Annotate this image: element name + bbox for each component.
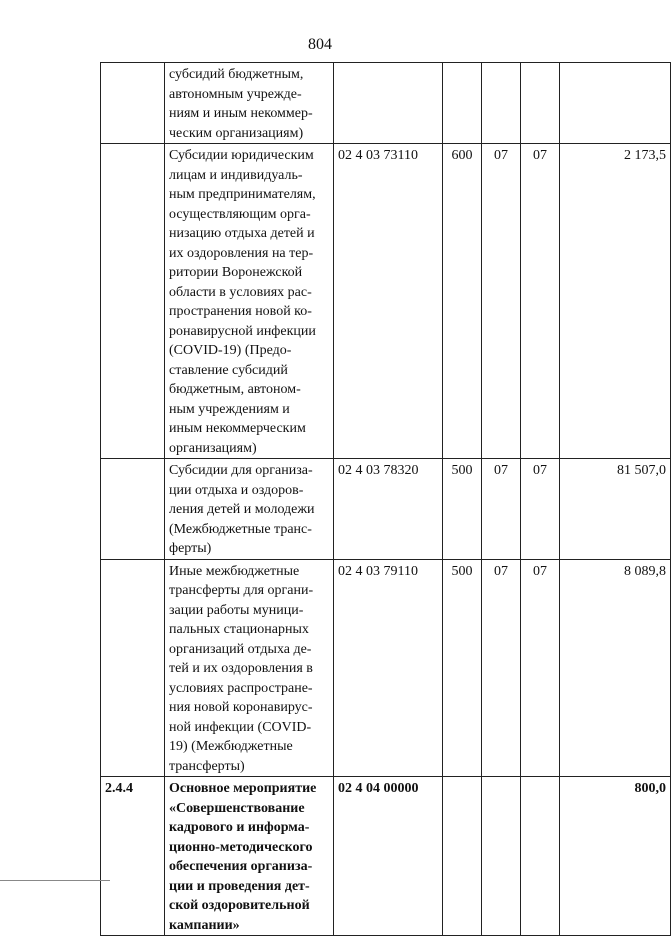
table-row (101, 777, 671, 936)
row-subsection: 07 (521, 559, 560, 777)
row-name (165, 777, 334, 936)
row-name-line: Субсидии для организа- (169, 463, 313, 478)
row-name-line: иным некоммерческим (169, 421, 306, 436)
row-expense-type (443, 63, 482, 144)
row-target-code: 02 4 03 73110 (334, 144, 443, 459)
row-name-line: субсидий бюджетным, (169, 67, 304, 82)
row-subsection: 07 (521, 144, 560, 459)
row-subsection: 07 (521, 459, 560, 560)
row-name (165, 63, 334, 144)
row-name-line: обеспечения организа- (169, 859, 313, 874)
row-name-line: ции отдыха и оздоров- (169, 482, 304, 498)
row-name-line: ния новой коронавирус- (169, 700, 313, 715)
row-name-line: тей и их оздоровления в (169, 661, 313, 676)
row-name-line: (COVID-19) (Предо- (169, 343, 292, 358)
row-name-line: ной инфекции (COVID- (169, 719, 312, 735)
row-name-line: ным учреждениям и (169, 401, 290, 417)
row-expense-type: 500 (443, 559, 482, 777)
row-section: 07 (482, 559, 521, 777)
row-number (101, 144, 165, 459)
row-name-line: ской оздоровительной (169, 898, 310, 913)
row-section (482, 777, 521, 936)
row-target-code (334, 63, 443, 144)
row-name-line: условиях распростране- (169, 680, 313, 696)
row-name-line: кампании» (169, 917, 240, 933)
row-expense-type: 600 (443, 144, 482, 459)
row-number: 2.4.4 (101, 777, 165, 936)
row-name-line: ным предпринимателям, (169, 187, 316, 202)
row-subsection (521, 777, 560, 936)
row-name-line: (Межбюджетные транс- (169, 521, 312, 537)
row-target-code: 02 4 04 00000 (334, 777, 443, 936)
row-name-line: их оздоровления на тер- (169, 245, 314, 261)
table-row (101, 559, 671, 777)
row-name-line: «Совершенствование (169, 800, 305, 816)
row-name-line: ритории Воронежской (169, 265, 303, 280)
row-expense-type (443, 777, 482, 936)
row-name-line: ронавирусной инфекции (169, 323, 316, 339)
row-name-line: 19) (Межбюджетные (169, 739, 293, 754)
row-name-line: низацию отдыха детей и (169, 226, 315, 241)
row-name-line: зации работы муници- (169, 602, 304, 618)
row-section (482, 63, 521, 144)
page-number: 804 (308, 36, 332, 53)
table-row (101, 63, 671, 144)
row-name (165, 559, 334, 777)
row-amount (560, 63, 671, 144)
budget-table-body (101, 63, 671, 936)
row-name-line: кадрового и информа- (169, 820, 310, 835)
row-target-code: 02 4 03 79110 (334, 559, 443, 777)
row-name-line: трансферты) (169, 758, 245, 774)
row-name-line: осуществляющим орга- (169, 206, 311, 222)
row-amount: 800,0 (560, 777, 671, 936)
row-section: 07 (482, 459, 521, 560)
budget-table (100, 62, 671, 936)
footnote-divider (0, 880, 110, 881)
row-name-line: ции и проведения дет- (169, 878, 310, 894)
row-subsection (521, 63, 560, 144)
row-name-line: лицам и индивидуаль- (169, 167, 303, 183)
table-row (101, 459, 671, 560)
row-name-line: Основное мероприятие (169, 781, 317, 796)
row-name-line: Субсидии юридическим (169, 148, 314, 163)
row-name-line: пространения новой ко- (169, 304, 312, 319)
row-number (101, 63, 165, 144)
row-name-line: ческим организациям) (169, 125, 304, 141)
row-name-line: пальных стационарных (169, 622, 309, 637)
row-name-line: организаций отдыха де- (169, 641, 312, 657)
row-section: 07 (482, 144, 521, 459)
row-name (165, 144, 334, 459)
row-name-line: ниям и иным некоммер- (169, 106, 313, 121)
row-name-line: бюджетным, автоном- (169, 382, 301, 397)
row-name (165, 459, 334, 560)
row-name-line: автономным учрежде- (169, 86, 302, 102)
row-name-line: трансферты для органи- (169, 583, 314, 598)
row-amount: 8 089,8 (560, 559, 671, 777)
row-number (101, 459, 165, 560)
row-name-line: Иные межбюджетные (169, 563, 300, 579)
row-amount: 81 507,0 (560, 459, 671, 560)
row-name-line: области в условиях рас- (169, 284, 312, 300)
table-row (101, 144, 671, 459)
row-target-code: 02 4 03 78320 (334, 459, 443, 560)
row-name-line: ления детей и молодежи (169, 502, 315, 517)
row-name-line: ферты) (169, 541, 212, 556)
row-expense-type: 500 (443, 459, 482, 560)
row-name-line: ставление субсидий (169, 362, 288, 378)
row-name-line: ционно-методического (169, 839, 313, 855)
row-name-line: организациям) (169, 440, 257, 456)
row-amount: 2 173,5 (560, 144, 671, 459)
row-number (101, 559, 165, 777)
